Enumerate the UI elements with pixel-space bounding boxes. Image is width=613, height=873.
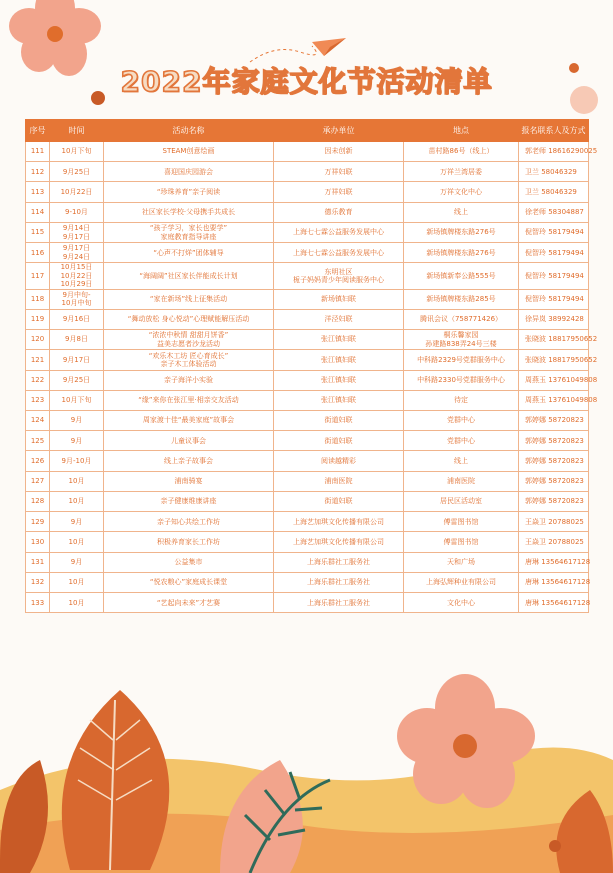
cell-organizer [274,410,404,430]
cell-time [50,532,104,552]
cell-location-line: 上海弘辉种业有限公司 [426,578,496,587]
cell-location-line: 万祥兰湾居委 [440,167,482,176]
cell-no: 119 [26,309,50,329]
cell-organizer-line: 阅读越精彩 [321,456,356,465]
cell-time [50,451,104,471]
cell-location [404,289,519,309]
cell-activity-name-line: 积极养育家长工作坊 [157,537,220,546]
cell-no: 116 [26,243,50,263]
cell-no: 112 [26,162,50,182]
cell-organizer-line: 万祥妇联 [324,167,353,176]
cell-no: 118 [26,289,50,309]
cell-time-line: 9月16日 [62,315,91,324]
cell-organizer-line: 街道妇联 [324,497,353,506]
cell-contact: 卫兰 58046329 [519,182,589,202]
dot-decoration [549,840,561,852]
cell-location-line: 新场镇牌楼东路276号 [426,248,496,257]
cell-contact: 郭婷娜 58720823 [519,451,589,471]
cell-organizer [274,350,404,370]
table-row [26,431,589,451]
header-name: 活动名称 [104,120,274,142]
activity-table [25,119,598,613]
table-row [26,451,589,471]
leaf-decoration [62,690,169,870]
cell-time [50,572,104,592]
cell-activity-name-line: “欢乐木工坊 匠心育成长” [148,351,229,360]
cell-activity-name-line: 公益集市 [174,558,203,567]
cell-organizer-line: 浦南医院 [324,477,353,486]
cell-time [50,330,104,350]
cell-activity-name [104,222,274,242]
cell-activity-name [104,471,274,491]
table-row [26,593,589,613]
table-row [26,390,589,410]
cell-time [50,263,104,289]
cell-no: 130 [26,532,50,552]
cell-location-line: 线上 [454,456,468,465]
cell-no: 132 [26,572,50,592]
cell-activity-name-line: 亲子知心共绘工作坊 [157,517,220,526]
cell-activity-name [104,350,274,370]
cell-contact: 徐异岚 38992428 [519,309,589,329]
cell-location-line: 线上 [454,208,468,217]
cell-contact: 张晓波 18817950652 [519,350,589,370]
cell-time-line: 10月 [68,537,85,546]
cell-activity-name [104,512,274,532]
cell-organizer [274,330,404,350]
table-row [26,330,589,350]
cell-contact: 王焱卫 20788025 [519,532,589,552]
cell-time-line: 9月 [70,517,83,526]
cell-location-line: 万祥文化中心 [440,187,482,196]
cell-contact: 倪智玲 58179494 [519,222,589,242]
table-row [26,222,589,242]
cell-activity-name [104,370,274,390]
cell-location [404,309,519,329]
cell-location-line: 新场镇牌楼东路285号 [426,295,496,303]
cell-organizer-line: 上海艺加琪文化传播有限公司 [293,517,384,526]
cell-location [404,572,519,592]
cell-time-line: 9月-10月 [61,456,92,465]
cell-activity-name-line: 喜迎国庆园游会 [164,167,213,176]
cell-time-line: 10月下旬 [61,396,92,405]
cell-organizer-line: 上海乐群社工服务社 [307,578,370,587]
cell-location [404,532,519,552]
cell-organizer-line: 张江镇妇联 [321,396,356,405]
cell-organizer [274,222,404,242]
cell-time [50,243,104,263]
table-row [26,350,589,370]
cell-activity-name [104,410,274,430]
cell-no: 133 [26,593,50,613]
table-row [26,243,589,263]
cell-location-line: 文化中心 [447,598,475,607]
cell-time [50,142,104,162]
cell-activity-name-line: 社区家长学校·父母携手共成长 [141,208,236,217]
cell-time [50,222,104,242]
cell-activity-name [104,572,274,592]
cell-time-line: 10月下旬 [61,147,92,156]
cell-time-line: 10月 [68,477,85,486]
cell-contact: 郭婷娜 58720823 [519,491,589,511]
cell-organizer [274,390,404,410]
cell-no: 121 [26,350,50,370]
cell-time-line: 10月 [68,578,85,587]
header-org: 承办单位 [274,120,404,142]
cell-time [50,309,104,329]
table-row [26,410,589,430]
cell-organizer [274,512,404,532]
cell-organizer [274,142,404,162]
cell-organizer-line: 街道妇联 [324,436,353,445]
cell-activity-name-line: “海阔阔”社区家长伴能成长计划 [139,271,238,280]
cell-activity-name [104,289,274,309]
cell-activity-name-line: 家庭教育指导讲座 [160,232,217,241]
cell-location [404,451,519,471]
cell-activity-name-line: “家在新场”线上征集活动 [149,295,228,303]
cell-time [50,370,104,390]
cell-activity-name-line: 线上亲子故事会 [164,456,213,465]
cell-location-line: 中科路2329号党群服务中心 [417,355,505,364]
cell-no: 126 [26,451,50,471]
header-place: 地点 [404,120,519,142]
table-row [26,309,589,329]
cell-activity-name [104,390,274,410]
table-row [26,491,589,511]
cell-location-line: 党群中心 [447,416,475,425]
cell-organizer-line: 张江镇妇联 [321,335,356,344]
cell-time-line: 9月 [70,416,83,425]
cell-organizer [274,451,404,471]
cell-activity-name-line: 益美志愿者沙龙活动 [157,339,220,348]
cell-location [404,330,519,350]
cell-no: 115 [26,222,50,242]
cell-time-line: 9月8日 [65,335,88,344]
cell-location-line: 居民区活动室 [440,497,482,506]
cell-contact: 倪智玲 58179494 [519,243,589,263]
cell-location [404,350,519,370]
cell-contact: 张晓波 18817950652 [519,330,589,350]
cell-organizer [274,263,404,289]
cell-activity-name-line: “珍珠养育”亲子阅读 [156,187,221,196]
cell-activity-name-line: “孩子学习，家长也要学” [149,224,228,233]
cell-activity-name [104,309,274,329]
cell-contact: 郭婷娜 58720823 [519,431,589,451]
cell-contact: 郭老师 18616290025 [519,142,589,162]
cell-activity-name [104,532,274,552]
cell-contact: 徐老师 58304887 [519,202,589,222]
cell-location [404,491,519,511]
cell-activity-name-line: 亲子木工体验活动 [160,359,217,368]
cell-time [50,593,104,613]
cell-contact: 唐琳 13564617128 [519,552,589,572]
cell-location-line: 浦南医院 [447,477,475,486]
cell-time-line: 10月15日 [60,263,93,272]
cell-location-line: 新场镇新奉公路555号 [426,271,496,280]
table-row [26,202,589,222]
cell-organizer-line: 上海七七霖公益服务发展中心 [293,248,384,257]
cell-contact: 卫兰 58046329 [519,162,589,182]
cell-organizer [274,162,404,182]
cell-time-line: 9-10月 [65,208,88,217]
cell-activity-name-line: 浦南骑宴 [174,477,203,486]
header-no: 序号 [26,120,50,142]
cell-organizer-line: 张江镇妇联 [321,375,356,384]
cell-organizer-line: 上海乐群社工服务社 [307,598,370,607]
cell-organizer [274,370,404,390]
cell-organizer-line: 街道妇联 [324,416,353,425]
cell-no: 123 [26,390,50,410]
cell-organizer-line: 万祥妇联 [324,187,353,196]
table-row [26,162,589,182]
cell-activity-name-line: 儿童议事会 [171,436,206,445]
cell-organizer [274,243,404,263]
cell-location-line: 孙建路838弄24号三楼 [425,339,497,348]
cell-no: 117 [26,263,50,289]
cell-time-line: 9月 [70,558,83,567]
cell-organizer-line: 德乐教育 [324,208,353,217]
cell-activity-name-line: “悦农粮心”家庭成长课堂 [149,578,228,587]
table-row [26,182,589,202]
cell-time-line: 9月25日 [62,375,91,384]
cell-activity-name [104,142,274,162]
cell-no: 111 [26,142,50,162]
cell-location [404,471,519,491]
cell-no: 127 [26,471,50,491]
cell-no: 120 [26,330,50,350]
cell-location [404,162,519,182]
cell-location [404,552,519,572]
cell-location-line: 傅雷图书馆 [443,537,479,546]
cell-time-line: 10月22日 [60,187,93,196]
cell-contact: 周燕玉 13761049808 [519,390,589,410]
cell-location-line: 党群中心 [447,436,475,445]
cell-activity-name-line: “心声不打烊”团体辅导 [153,248,224,257]
cell-organizer [274,572,404,592]
cell-activity-name-line: 亲子健康维康讲座 [160,497,217,506]
cell-location-line: 新场镇牌楼东路276号 [426,228,496,237]
cell-activity-name [104,162,274,182]
cell-organizer [274,431,404,451]
cell-organizer-line: 因未创新 [324,147,353,156]
cell-activity-name [104,451,274,471]
cell-activity-name-line: “浓浓中秋情 甜甜月饼香” [148,331,229,340]
cell-time [50,350,104,370]
cell-activity-name [104,243,274,263]
table-row [26,263,589,289]
cell-no: 131 [26,552,50,572]
header-contact: 报名联系人及方式 [519,120,589,142]
header-time: 时间 [50,120,104,142]
cell-activity-name [104,491,274,511]
table-row [26,471,589,491]
table-body [26,142,598,613]
cell-location [404,142,519,162]
cell-time [50,390,104,410]
cell-location-line: 桐乐馨家园 [443,331,479,340]
cell-time-line: 10月 [68,598,85,607]
cell-organizer [274,532,404,552]
cell-no: 129 [26,512,50,532]
cell-location [404,390,519,410]
cell-time-line: 9月25日 [62,167,91,176]
cell-contact: 倪智玲 58179494 [519,263,589,289]
cell-activity-name [104,552,274,572]
table-header-row [26,120,589,142]
cell-contact: 王焱卫 20788025 [519,512,589,532]
cell-organizer [274,202,404,222]
cell-no: 128 [26,491,50,511]
cell-contact: 唐琳 13564617128 [519,572,589,592]
cell-location-line: 苗村路86号（线上） [428,147,494,156]
cell-time [50,410,104,430]
cell-time-line: 9月14日 [62,224,91,233]
cell-organizer [274,289,404,309]
cell-activity-name-line: “艺起向未来”才艺赛 [156,598,221,607]
activity-table-container [25,119,598,613]
cell-activity-name [104,330,274,350]
cell-activity-name-line: “缘”来你在张江里·相亲交友活动 [138,396,239,405]
cell-no: 122 [26,370,50,390]
cell-location-line: 天和广场 [447,558,475,567]
cell-location [404,243,519,263]
cell-organizer [274,552,404,572]
cell-contact: 郭婷娜 58720823 [519,410,589,430]
cell-time [50,512,104,532]
cell-time [50,471,104,491]
table-row [26,512,589,532]
cell-location-line: 中科路2330号党群服务中心 [417,375,505,384]
cell-location-line: 傅雷图书馆 [443,517,479,526]
cell-organizer-line: 上海艺加琪文化传播有限公司 [293,537,384,546]
cell-location [404,263,519,289]
cell-contact: 唐琳 13564617128 [519,593,589,613]
table-row [26,572,589,592]
page-title: 2022年家庭文化节活动清单 [120,65,493,98]
paper-plane-icon [250,38,346,62]
table-row [26,532,589,552]
cell-time-line: 10月中旬 [61,299,92,308]
cell-time-line: 10月 [68,497,85,506]
cell-contact: 周燕玉 13761049808 [519,370,589,390]
cell-organizer [274,471,404,491]
cell-time-line: 9月 [70,436,83,445]
cell-no: 114 [26,202,50,222]
cell-location [404,512,519,532]
cell-time [50,162,104,182]
table-row [26,552,589,572]
cell-no: 124 [26,410,50,430]
cell-location [404,370,519,390]
cell-time-line: 10月29日 [60,280,93,289]
cell-activity-name [104,182,274,202]
cell-time-line: 9月17日 [62,232,91,241]
cell-time-line: 9月24日 [62,252,91,261]
cell-organizer-line: 上海七七霖公益服务发展中心 [293,228,384,237]
cell-organizer-line: 新场镇妇联 [321,295,356,303]
table-row [26,142,589,162]
cell-location [404,222,519,242]
cell-location [404,593,519,613]
cell-time [50,552,104,572]
cell-location [404,202,519,222]
cell-location-line: 腾讯会议（758771426） [419,315,503,324]
cell-location-line: 待定 [454,396,468,405]
cell-location [404,182,519,202]
table-row [26,289,589,309]
cell-organizer-line: 洋泾妇联 [324,315,353,324]
table-row [26,370,589,390]
cell-activity-name-line: “舞动放松 身心悦动”心理赋能解压活动 [127,315,250,324]
cell-organizer-line: 上海乐群社工服务社 [307,558,370,567]
cell-contact: 倪智玲 58179494 [519,289,589,309]
cell-activity-name-line: 周家渡十佳“最美家庭”故事会 [142,416,235,425]
cell-organizer-line: 张江镇妇联 [321,355,356,364]
cell-time-line: 9月17日 [62,244,91,253]
cell-activity-name [104,263,274,289]
cell-no: 113 [26,182,50,202]
cell-organizer [274,491,404,511]
cell-activity-name [104,431,274,451]
cell-activity-name [104,593,274,613]
cell-organizer [274,309,404,329]
cell-time [50,202,104,222]
cell-contact: 郭婷娜 58720823 [519,471,589,491]
cell-location [404,410,519,430]
cell-time-line: 10月22日 [60,271,93,280]
cell-time [50,431,104,451]
cell-location [404,431,519,451]
cell-time [50,182,104,202]
cell-time [50,491,104,511]
cell-activity-name-line: 亲子海洋小实验 [164,375,213,384]
cell-activity-name-line: STEAM创意绘画 [162,147,215,156]
cell-time-line: 9月中旬- [62,290,91,299]
cell-organizer-line: 栀子妈妈青少年阅读服务中心 [293,275,384,284]
cell-no: 125 [26,431,50,451]
cell-organizer [274,593,404,613]
cell-time-line: 9月17日 [62,355,91,364]
cell-organizer-line: 东明社区 [324,267,353,276]
cell-activity-name [104,202,274,222]
cell-time [50,289,104,309]
cell-organizer [274,182,404,202]
